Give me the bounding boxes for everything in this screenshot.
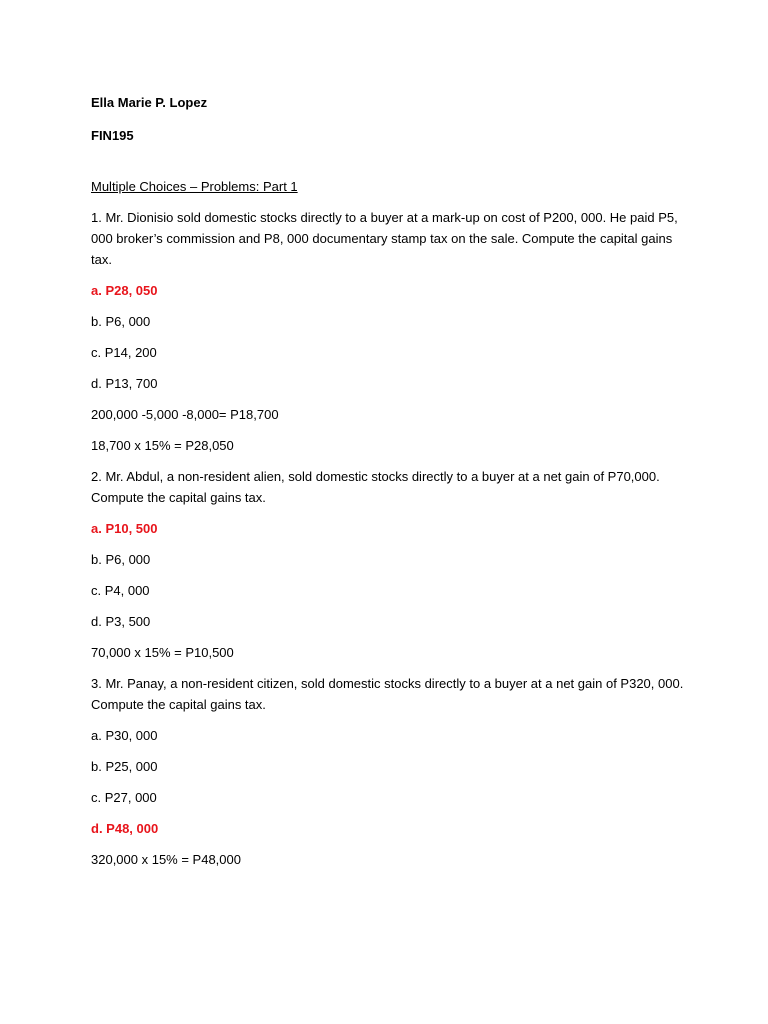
- question-3-text: 3. Mr. Panay, a non-resident citizen, sold domestic stocks directly to a buyer at a net gain of P320, 000. Compute the capital gains tax.: [91, 676, 684, 712]
- question-3-choice-d: d. P48, 000: [91, 821, 159, 836]
- question-1-choice-b: b. P6, 000: [91, 314, 151, 329]
- question-2-choice-b: b. P6, 000: [91, 552, 151, 567]
- question-3-choice-c: c. P27, 000: [91, 790, 157, 805]
- question-2-choice-c: c. P4, 000: [91, 583, 150, 598]
- question-1-choice-c: c. P14, 200: [91, 345, 157, 360]
- question-3-solution-step-1: 320,000 x 15% = P48,000: [91, 852, 241, 867]
- student-name: Ella Marie P. Lopez: [91, 95, 208, 110]
- question-1-choice-a: a. P28, 050: [91, 283, 158, 298]
- question-2-text: 2. Mr. Abdul, a non-resident alien, sold domestic stocks directly to a buyer at a net gain of P70,000. Compute the capital gains tax.: [91, 469, 660, 505]
- question-2-choice-d: d. P3, 500: [91, 614, 151, 629]
- question-3-choice-b: b. P25, 000: [91, 759, 158, 774]
- course-code: FIN195: [91, 128, 134, 143]
- question-1-text: 1. Mr. Dionisio sold domestic stocks directly to a buyer at a mark-up on cost of P200, 000. He paid P5, 000 broker’s commission and P8, 000 documentary stamp tax on the sale. Compute the capital gains tax.: [91, 210, 678, 267]
- question-1-solution-step-1: 200,000 -5,000 -8,000= P18,700: [91, 407, 279, 422]
- question-1-choice-d: d. P13, 700: [91, 376, 158, 391]
- document-page: [91, 92, 691, 870]
- question-2-choice-a: a. P10, 500: [91, 521, 158, 536]
- question-3-choice-a: a. P30, 000: [91, 728, 158, 743]
- section-title: Multiple Choices – Problems: Part 1: [91, 179, 298, 194]
- question-1-solution-step-2: 18,700 x 15% = P28,050: [91, 438, 234, 453]
- question-2-solution-step-1: 70,000 x 15% = P10,500: [91, 645, 234, 660]
